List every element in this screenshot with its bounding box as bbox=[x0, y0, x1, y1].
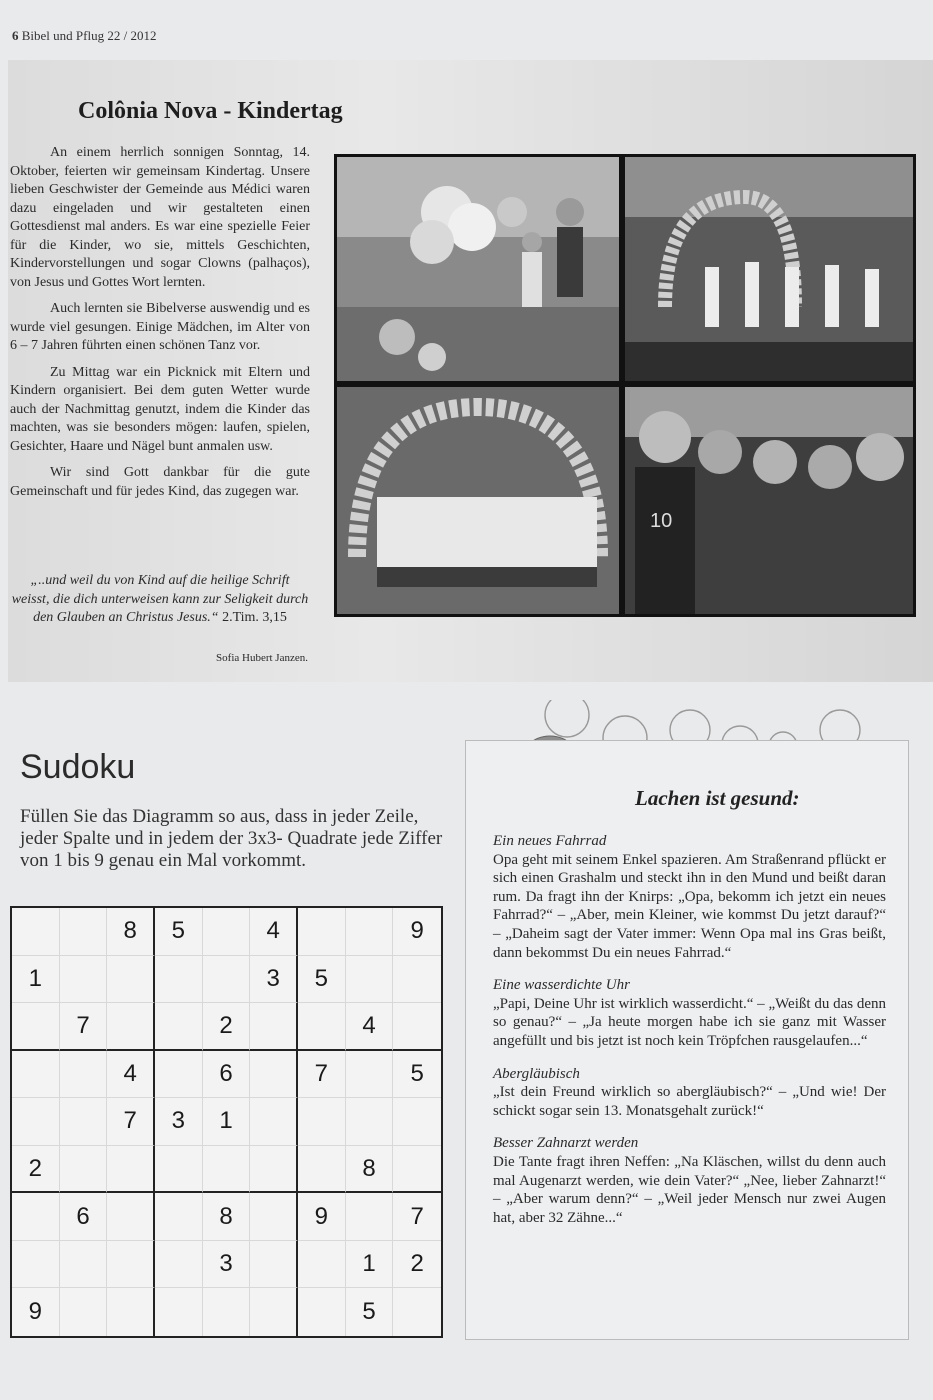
photo-group-arch-image bbox=[337, 387, 619, 614]
sudoku-cell[interactable] bbox=[250, 1146, 298, 1194]
sudoku-cell[interactable] bbox=[393, 1146, 441, 1194]
photo-balloons-image bbox=[337, 157, 619, 381]
sudoku-cell[interactable] bbox=[12, 1241, 60, 1289]
sudoku-cell[interactable] bbox=[107, 1288, 155, 1336]
jokes-list bbox=[493, 832, 886, 1241]
sudoku-cell[interactable] bbox=[250, 1241, 298, 1289]
sudoku-cell[interactable] bbox=[250, 1003, 298, 1051]
sudoku-cell[interactable] bbox=[346, 1051, 394, 1099]
sudoku-cell[interactable]: 3 bbox=[155, 1098, 203, 1146]
sudoku-cell[interactable] bbox=[250, 1051, 298, 1099]
sudoku-cell[interactable] bbox=[60, 956, 108, 1004]
quote-text: „..und weil du von Kind auf die heilige Schrift weisst, die dich unterweisen kann zur Seligkeit durch den Glauben an Christus Jesus.“ bbox=[11, 573, 309, 625]
sudoku-cell[interactable] bbox=[155, 1241, 203, 1289]
sudoku-cell[interactable] bbox=[155, 956, 203, 1004]
sudoku-cell[interactable] bbox=[298, 1003, 346, 1051]
page-header bbox=[12, 28, 156, 44]
sudoku-cell[interactable] bbox=[60, 1241, 108, 1289]
sudoku-cell[interactable]: 4 bbox=[250, 908, 298, 956]
sudoku-cell[interactable]: 2 bbox=[393, 1241, 441, 1289]
sudoku-cell[interactable] bbox=[60, 908, 108, 956]
quote-reference: 2.Tim. 3,15 bbox=[222, 610, 287, 625]
sudoku-cell[interactable]: 5 bbox=[346, 1288, 394, 1336]
sudoku-cell[interactable]: 7 bbox=[393, 1193, 441, 1241]
bible-quote bbox=[10, 572, 310, 628]
sudoku-cell[interactable] bbox=[60, 1051, 108, 1099]
photo-group-arch bbox=[337, 387, 619, 614]
sudoku-cell[interactable]: 1 bbox=[12, 956, 60, 1004]
sudoku-cell[interactable] bbox=[155, 1146, 203, 1194]
sudoku-cell[interactable] bbox=[298, 1241, 346, 1289]
sudoku-cell[interactable] bbox=[250, 1288, 298, 1336]
sudoku-cell[interactable] bbox=[346, 956, 394, 1004]
photo-dancing-image bbox=[625, 157, 913, 381]
sudoku-cell[interactable]: 5 bbox=[393, 1051, 441, 1099]
joke-item bbox=[493, 976, 886, 1050]
sudoku-cell[interactable]: 9 bbox=[393, 908, 441, 956]
sudoku-cell[interactable] bbox=[203, 908, 251, 956]
sudoku-cell[interactable] bbox=[250, 1193, 298, 1241]
sudoku-cell[interactable] bbox=[346, 908, 394, 956]
sudoku-cell[interactable]: 7 bbox=[60, 1003, 108, 1051]
article-body bbox=[10, 144, 310, 509]
article-author: Sofia Hubert Janzen. bbox=[216, 652, 308, 664]
sudoku-cell[interactable] bbox=[107, 1241, 155, 1289]
sudoku-cell[interactable] bbox=[203, 956, 251, 1004]
sudoku-cell[interactable] bbox=[298, 908, 346, 956]
sudoku-grid[interactable] bbox=[10, 906, 443, 1338]
sudoku-cell[interactable] bbox=[393, 1288, 441, 1336]
sudoku-cell[interactable] bbox=[298, 1288, 346, 1336]
sudoku-cell[interactable]: 9 bbox=[298, 1193, 346, 1241]
sudoku-cell[interactable]: 8 bbox=[203, 1193, 251, 1241]
sudoku-cell[interactable]: 2 bbox=[12, 1146, 60, 1194]
sudoku-cell[interactable] bbox=[107, 1003, 155, 1051]
sudoku-cell[interactable] bbox=[12, 1003, 60, 1051]
photo-boys-image bbox=[625, 387, 913, 614]
article-paragraph: Zu Mittag war ein Picknick mit Eltern und Kindern organisiert. Bei dem guten Wetter wurde auch der Nachmittag genutzt, indem die Kinder das machten, was sie besonders mögen: laufen, spielen, Gesichter, Haare und Nägel bunt anmalen usw. bbox=[10, 364, 310, 454]
joke-text: Die Tante fragt ihren Neffen: „Na Kläschen, willst du denn auch mal Augenarzt werden, wie dein Vater?“ „Nee, lieber Zahnarzt!“ – „Aber warum denn?“ – „Weil jeder Mensch nur zwei Augen hat, aber 32 Zähne...“ bbox=[493, 1153, 886, 1226]
sudoku-cell[interactable]: 6 bbox=[60, 1193, 108, 1241]
sudoku-cell[interactable] bbox=[60, 1146, 108, 1194]
photo-girls-dancing bbox=[625, 157, 913, 381]
jersey-number: 10 bbox=[650, 510, 673, 532]
joke-item bbox=[493, 1065, 886, 1121]
sudoku-cell[interactable] bbox=[393, 956, 441, 1004]
jokes-title: Lachen ist gesund: bbox=[635, 786, 800, 810]
sudoku-cell[interactable] bbox=[155, 1051, 203, 1099]
sudoku-cell[interactable] bbox=[12, 1051, 60, 1099]
sudoku-cell[interactable]: 3 bbox=[203, 1241, 251, 1289]
publication-name: Bibel und Pflug 22 / 2012 bbox=[21, 28, 157, 43]
article-paragraph: Wir sind Gott dankbar für die gute Gemeinschaft und für jedes Kind, das zugegen war. bbox=[10, 465, 310, 499]
sudoku-cell[interactable] bbox=[393, 1003, 441, 1051]
sudoku-cell[interactable]: 1 bbox=[346, 1241, 394, 1289]
sudoku-cell[interactable]: 2 bbox=[203, 1003, 251, 1051]
joke-title: Abergläubisch bbox=[493, 1065, 580, 1082]
sudoku-cell[interactable] bbox=[12, 1098, 60, 1146]
page-number: 6 bbox=[12, 28, 19, 43]
joke-title: Ein neues Fahrrad bbox=[493, 833, 607, 849]
sudoku-cell[interactable] bbox=[298, 1146, 346, 1194]
joke-text: Opa geht mit seinem Enkel spazieren. Am Straßenrand pflückt er sich einen Grashalm und steckt ihn in den Mund und beißt daran rum. Da fragt ihn der Knirps: „Opa, bekomm ich jetzt ein neues Fahrrad?“ – „Aber, mein Kleiner, wie kommst Du jetzt darauf?“ – „Daheim sagt der Vater immer: Wenn Opa mal ins Gras beißt, dann bekommst Du ein neues Fahrrad.“ bbox=[493, 851, 886, 961]
joke-title: Besser Zahnarzt werden bbox=[493, 1135, 639, 1152]
sudoku-cell[interactable] bbox=[346, 1098, 394, 1146]
sudoku-cell[interactable] bbox=[12, 1193, 60, 1241]
sudoku-cell[interactable]: 7 bbox=[107, 1098, 155, 1146]
sudoku-cell[interactable]: 4 bbox=[107, 1051, 155, 1099]
sudoku-cell[interactable]: 6 bbox=[203, 1051, 251, 1099]
article-kindertag bbox=[8, 60, 933, 682]
sudoku-cell[interactable]: 5 bbox=[298, 956, 346, 1004]
article-title: Colônia Nova - Kindertag bbox=[78, 98, 343, 124]
sudoku-cell[interactable] bbox=[203, 1288, 251, 1336]
sudoku-cell[interactable] bbox=[155, 1193, 203, 1241]
sudoku-cell[interactable] bbox=[346, 1193, 394, 1241]
photo-boys-group bbox=[625, 387, 913, 614]
sudoku-cell[interactable] bbox=[393, 1098, 441, 1146]
sudoku-cell[interactable]: 3 bbox=[250, 956, 298, 1004]
sudoku-instructions: Füllen Sie das Diagramm so aus, dass in jeder Zeile, jeder Spalte und in jedem der 3x3- Quadrate jede Ziffer von 1 bis 9 genau ein Mal vorkommt. bbox=[20, 806, 443, 871]
sudoku-cell[interactable] bbox=[107, 956, 155, 1004]
sudoku-cell[interactable]: 9 bbox=[12, 1288, 60, 1336]
article-paragraph: Auch lernten sie Bibelverse auswendig und es wurde viel gesungen. Einige Mädchen, im Alter von 6 – 7 Jahren führten einen schönen Tanz vor. bbox=[10, 301, 310, 353]
sudoku-cell[interactable]: 7 bbox=[298, 1051, 346, 1099]
sudoku-cell[interactable]: 8 bbox=[346, 1146, 394, 1194]
sudoku-cell[interactable] bbox=[107, 1146, 155, 1194]
joke-item bbox=[493, 1134, 886, 1227]
photo-collage bbox=[334, 154, 916, 617]
sudoku-cell[interactable] bbox=[298, 1098, 346, 1146]
joke-text: „Ist dein Freund wirklich so abergläubisch?“ – „Und wie! Der schickt sogar sein 13. Monatsgehalt zurück!“ bbox=[493, 1084, 886, 1119]
sudoku-cell[interactable] bbox=[107, 1193, 155, 1241]
sudoku-cell[interactable]: 8 bbox=[107, 908, 155, 956]
sudoku-cell[interactable]: 5 bbox=[155, 908, 203, 956]
sudoku-cell[interactable] bbox=[203, 1146, 251, 1194]
sudoku-cell[interactable] bbox=[155, 1003, 203, 1051]
sudoku-cell[interactable]: 4 bbox=[346, 1003, 394, 1051]
sudoku-cell[interactable] bbox=[155, 1288, 203, 1336]
joke-item bbox=[493, 832, 886, 962]
sudoku-title: Sudoku bbox=[20, 748, 136, 786]
sudoku-cell[interactable] bbox=[250, 1098, 298, 1146]
sudoku-cell[interactable] bbox=[12, 908, 60, 956]
sudoku-cell[interactable] bbox=[60, 1098, 108, 1146]
sudoku-cell[interactable] bbox=[60, 1288, 108, 1336]
photo-balloons-kids bbox=[337, 157, 619, 381]
joke-text: „Papi, Deine Uhr ist wirklich wasserdicht.“ – „Weißt du das denn so genau?“ – „Ja heute morgen habe ich sie ganz mit Wasser angefüllt und bis jetzt ist noch kein Tröpfchen rausgelaufen...“ bbox=[493, 995, 886, 1049]
sudoku-cell[interactable]: 1 bbox=[203, 1098, 251, 1146]
article-paragraph: An einem herrlich sonnigen Sonntag, 14. Oktober, feierten wir gemeinsam Kindertag. Unsere lieben Geschwister der Gemeinde aus Médici waren dazu eingeladen und wir gestalteten einen Gottesdienst mal anders. Es war eine spezielle Feier für die Kinder, wo sie, mittels Geschichten, Kindervorstellungen und sogar Clowns (palhaços), von Jesus und Gottes Wort lernten. bbox=[10, 145, 310, 290]
joke-title: Eine wasserdichte Uhr bbox=[493, 977, 630, 994]
